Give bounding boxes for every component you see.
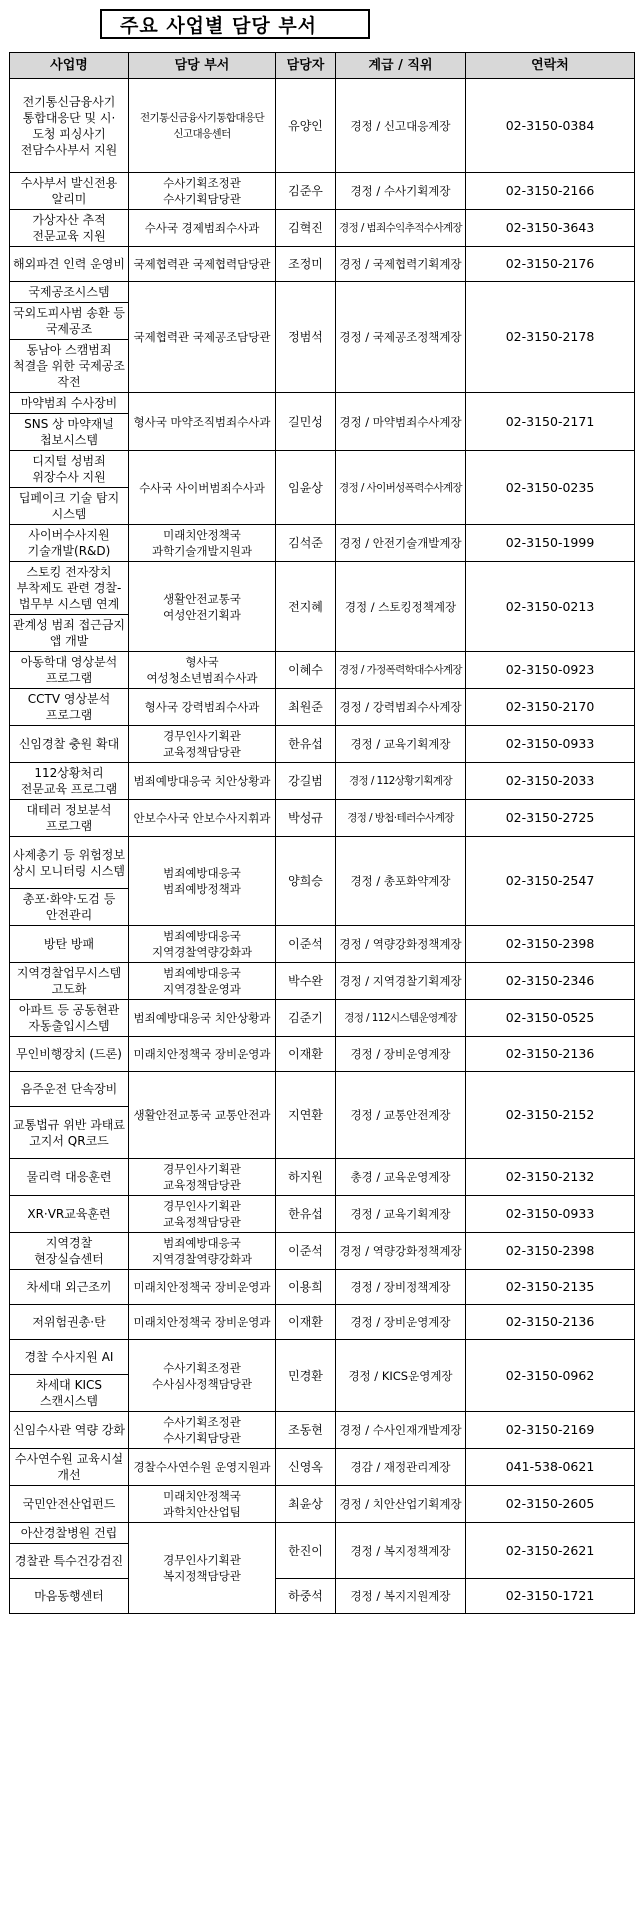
cell-business: 음주운전 단속장비 bbox=[10, 1072, 129, 1107]
cell-phone: 02-3150-2725 bbox=[466, 800, 635, 837]
cell-person: 한진이 bbox=[276, 1523, 336, 1579]
cell-department: 미래치안정책국 장비운영과 bbox=[129, 1037, 276, 1072]
cell-person: 하지원 bbox=[276, 1159, 336, 1196]
cell-business: 가상자산 추적 전문교육 지원 bbox=[10, 210, 129, 247]
cell-business: 차세대 외근조끼 bbox=[10, 1270, 129, 1305]
cell-rank: 경정 / KICS운영계장 bbox=[336, 1340, 466, 1412]
cell-business: 마약범죄 수사장비 bbox=[10, 393, 129, 414]
cell-rank: 경정 / 교통안전계장 bbox=[336, 1072, 466, 1159]
cell-phone: 02-3150-0213 bbox=[466, 562, 635, 652]
cell-phone: 02-3150-2033 bbox=[466, 763, 635, 800]
cell-phone: 02-3150-0923 bbox=[466, 652, 635, 689]
header-person: 담당자 bbox=[276, 53, 336, 79]
cell-business: 지역경찰업무시스템 고도화 bbox=[10, 963, 129, 1000]
cell-department: 형사국 마약조직범죄수사과 bbox=[129, 393, 276, 451]
cell-phone: 02-3150-0384 bbox=[466, 79, 635, 173]
cell-phone: 02-3150-2171 bbox=[466, 393, 635, 451]
table-row bbox=[10, 282, 635, 303]
cell-department: 미래치안정책국 장비운영과 bbox=[129, 1305, 276, 1340]
cell-business: 경찰 수사지원 AI bbox=[10, 1340, 129, 1375]
cell-business: 물리력 대응훈련 bbox=[10, 1159, 129, 1196]
table-row bbox=[10, 451, 635, 488]
table-row bbox=[10, 1000, 635, 1037]
cell-business: 112상황처리 전문교육 프로그램 bbox=[10, 763, 129, 800]
cell-person: 정범석 bbox=[276, 282, 336, 393]
cell-business: 관계성 범죄 접근금지 앱 개발 bbox=[10, 615, 129, 652]
cell-business: 국민안전산업펀드 bbox=[10, 1486, 129, 1523]
cell-person: 한유섭 bbox=[276, 1196, 336, 1233]
table-row bbox=[10, 525, 635, 562]
cell-rank: 경정 / 마약범죄수사계장 bbox=[336, 393, 466, 451]
cell-person: 조정미 bbox=[276, 247, 336, 282]
cell-business: 지역경찰 현장실습센터 bbox=[10, 1233, 129, 1270]
cell-business: 국외도피사범 송환 등 국제공조 bbox=[10, 303, 129, 340]
cell-business: 딥페이크 기술 탐지 시스템 bbox=[10, 488, 129, 525]
cell-rank: 경정 / 가정폭력학대수사계장 bbox=[336, 652, 466, 689]
cell-rank: 경감 / 재정관리계장 bbox=[336, 1449, 466, 1486]
cell-department: 미래치안정책국 과학기술개발지원과 bbox=[129, 525, 276, 562]
cell-phone: 02-3150-1721 bbox=[466, 1579, 635, 1614]
cell-rank: 경정 / 범죄수익추적수사계장 bbox=[336, 210, 466, 247]
table-row bbox=[10, 210, 635, 247]
cell-department: 형사국 강력범죄수사과 bbox=[129, 689, 276, 726]
cell-rank: 경정 / 112시스템운영계장 bbox=[336, 1000, 466, 1037]
cell-department: 미래치안정책국 과학치안산업팀 bbox=[129, 1486, 276, 1523]
cell-rank: 경정 / 신고대응계장 bbox=[336, 79, 466, 173]
cell-department: 범죄예방대응국 지역경찰역량강화과 bbox=[129, 1233, 276, 1270]
table-row bbox=[10, 652, 635, 689]
cell-rank: 경정 / 치안산업기획계장 bbox=[336, 1486, 466, 1523]
cell-phone: 02-3150-2346 bbox=[466, 963, 635, 1000]
cell-business: 경찰관 특수건강검진 bbox=[10, 1544, 129, 1579]
cell-business: 마음동행센터 bbox=[10, 1579, 129, 1614]
cell-phone: 02-3150-1999 bbox=[466, 525, 635, 562]
cell-department: 범죄예방대응국 지역경찰역량강화과 bbox=[129, 926, 276, 963]
header-phone: 연락처 bbox=[466, 53, 635, 79]
cell-department: 국제협력관 국제협력담당관 bbox=[129, 247, 276, 282]
cell-business: 신임경찰 충원 확대 bbox=[10, 726, 129, 763]
cell-person: 김석준 bbox=[276, 525, 336, 562]
cell-business: XR·VR교육훈련 bbox=[10, 1196, 129, 1233]
cell-rank: 경정 / 스토킹정책계장 bbox=[336, 562, 466, 652]
table-row bbox=[10, 1196, 635, 1233]
cell-business: 교통법규 위반 과태료 고지서 QR코드 bbox=[10, 1107, 129, 1159]
cell-department: 경무인사기획관 교육정책담당관 bbox=[129, 726, 276, 763]
table-row bbox=[10, 1072, 635, 1107]
cell-phone: 02-3150-0235 bbox=[466, 451, 635, 525]
cell-person: 강길범 bbox=[276, 763, 336, 800]
cell-department: 형사국 여성청소년범죄수사과 bbox=[129, 652, 276, 689]
cell-person: 이재환 bbox=[276, 1037, 336, 1072]
table-row bbox=[10, 1579, 635, 1614]
cell-person: 이혜수 bbox=[276, 652, 336, 689]
cell-person: 하중석 bbox=[276, 1579, 336, 1614]
cell-rank: 경정 / 수사인재개발계장 bbox=[336, 1412, 466, 1449]
table-row bbox=[10, 173, 635, 210]
cell-business: 스토킹 전자장치 부착제도 관련 경찰-법무부 시스템 연계 bbox=[10, 562, 129, 615]
cell-rank: 경정 / 수사기획계장 bbox=[336, 173, 466, 210]
cell-person: 최윤상 bbox=[276, 1486, 336, 1523]
cell-department: 경무인사기획관 교육정책담당관 bbox=[129, 1196, 276, 1233]
cell-person: 조동현 bbox=[276, 1412, 336, 1449]
cell-department: 수사국 경제범죄수사과 bbox=[129, 210, 276, 247]
table-row bbox=[10, 247, 635, 282]
cell-phone: 02-3150-0933 bbox=[466, 726, 635, 763]
cell-phone: 02-3150-2132 bbox=[466, 1159, 635, 1196]
cell-person: 이용희 bbox=[276, 1270, 336, 1305]
cell-department: 안보수사국 안보수사지휘과 bbox=[129, 800, 276, 837]
cell-department: 수사기획조정관 수사심사정책담당관 bbox=[129, 1340, 276, 1412]
cell-person: 한유섭 bbox=[276, 726, 336, 763]
cell-rank: 경정 / 안전기술개발계장 bbox=[336, 525, 466, 562]
header-department: 담당 부서 bbox=[129, 53, 276, 79]
cell-business: 무인비행장치 (드론) bbox=[10, 1037, 129, 1072]
cell-phone: 02-3150-2605 bbox=[466, 1486, 635, 1523]
cell-business: 동남아 스캠범죄 척결을 위한 국제공조 작전 bbox=[10, 340, 129, 393]
cell-phone: 02-3150-2170 bbox=[466, 689, 635, 726]
cell-department: 범죄예방대응국 지역경찰운영과 bbox=[129, 963, 276, 1000]
cell-rank: 경정 / 장비운영계장 bbox=[336, 1037, 466, 1072]
cell-phone: 02-3150-2398 bbox=[466, 1233, 635, 1270]
cell-rank: 경정 / 역량강화정책계장 bbox=[336, 1233, 466, 1270]
cell-business: 아동학대 영상분석 프로그램 bbox=[10, 652, 129, 689]
cell-rank: 경정 / 지역경찰기획계장 bbox=[336, 963, 466, 1000]
cell-rank: 경정 / 사이버성폭력수사계장 bbox=[336, 451, 466, 525]
cell-business: 수사연수원 교육시설 개선 bbox=[10, 1449, 129, 1486]
cell-rank: 경정 / 강력범죄수사계장 bbox=[336, 689, 466, 726]
cell-department: 국제협력관 국제공조담당관 bbox=[129, 282, 276, 393]
table-row bbox=[10, 393, 635, 414]
cell-business: 저위험권총·탄 bbox=[10, 1305, 129, 1340]
table-row bbox=[10, 1305, 635, 1340]
cell-rank: 경정 / 교육기획계장 bbox=[336, 1196, 466, 1233]
cell-business: 대테러 정보분석 프로그램 bbox=[10, 800, 129, 837]
cell-business: 총포·화약·도검 등 안전관리 bbox=[10, 889, 129, 926]
cell-person: 이준석 bbox=[276, 1233, 336, 1270]
cell-phone: 02-3150-2152 bbox=[466, 1072, 635, 1159]
cell-department: 수사국 사이버범죄수사과 bbox=[129, 451, 276, 525]
cell-person: 김혁진 bbox=[276, 210, 336, 247]
cell-business: 사제총기 등 위험정보 상시 모니터링 시스템 bbox=[10, 837, 129, 889]
table-row bbox=[10, 1486, 635, 1523]
cell-business: 해외파견 인력 운영비 bbox=[10, 247, 129, 282]
cell-rank: 경정 / 방첩·테러수사계장 bbox=[336, 800, 466, 837]
cell-person: 신영옥 bbox=[276, 1449, 336, 1486]
table-row bbox=[10, 837, 635, 889]
cell-person: 전지혜 bbox=[276, 562, 336, 652]
cell-business: 사이버수사지원 기술개발(R&D) bbox=[10, 525, 129, 562]
cell-phone: 02-3150-2176 bbox=[466, 247, 635, 282]
cell-phone: 02-3150-2621 bbox=[466, 1523, 635, 1579]
cell-rank: 경정 / 교육기획계장 bbox=[336, 726, 466, 763]
cell-person: 지연환 bbox=[276, 1072, 336, 1159]
cell-person: 박수완 bbox=[276, 963, 336, 1000]
header-rank: 계급 / 직위 bbox=[336, 53, 466, 79]
table-row bbox=[10, 79, 635, 173]
table-row bbox=[10, 1523, 635, 1544]
cell-business: 전기통신금융사기 통합대응단 및 시·도청 피싱사기 전담수사부서 지원 bbox=[10, 79, 129, 173]
cell-rank: 경정 / 112상황기획계장 bbox=[336, 763, 466, 800]
cell-rank: 경정 / 장비운영계장 bbox=[336, 1305, 466, 1340]
cell-phone: 02-3150-0962 bbox=[466, 1340, 635, 1412]
cell-phone: 041-538-0621 bbox=[466, 1449, 635, 1486]
table-row bbox=[10, 1037, 635, 1072]
cell-phone: 02-3150-2178 bbox=[466, 282, 635, 393]
cell-person: 김준기 bbox=[276, 1000, 336, 1037]
table-row bbox=[10, 1449, 635, 1486]
cell-phone: 02-3150-3643 bbox=[466, 210, 635, 247]
cell-rank: 경정 / 역량강화정책계장 bbox=[336, 926, 466, 963]
cell-business: 차세대 KICS 스캔시스템 bbox=[10, 1375, 129, 1412]
table-body bbox=[10, 79, 635, 1614]
cell-person: 김준우 bbox=[276, 173, 336, 210]
table-row bbox=[10, 689, 635, 726]
department-table bbox=[9, 52, 635, 1614]
cell-department: 전기통신금융사기통합대응단 신고대응센터 bbox=[129, 79, 276, 173]
cell-phone: 02-3150-0933 bbox=[466, 1196, 635, 1233]
cell-rank: 경정 / 총포화약계장 bbox=[336, 837, 466, 926]
table-row bbox=[10, 726, 635, 763]
cell-phone: 02-3150-0525 bbox=[466, 1000, 635, 1037]
cell-phone: 02-3150-2166 bbox=[466, 173, 635, 210]
cell-department: 범죄예방대응국 범죄예방정책과 bbox=[129, 837, 276, 926]
cell-department: 생활안전교통국 여성안전기획과 bbox=[129, 562, 276, 652]
cell-department: 경찰수사연수원 운영지원과 bbox=[129, 1449, 276, 1486]
table-header-row bbox=[10, 53, 635, 79]
cell-business: SNS 상 마약재널 첩보시스템 bbox=[10, 414, 129, 451]
table-row bbox=[10, 1159, 635, 1196]
cell-person: 양희승 bbox=[276, 837, 336, 926]
cell-phone: 02-3150-2547 bbox=[466, 837, 635, 926]
cell-business: 디지털 성범죄 위장수사 지원 bbox=[10, 451, 129, 488]
cell-business: CCTV 영상분석 프로그램 bbox=[10, 689, 129, 726]
table-row bbox=[10, 562, 635, 615]
cell-rank: 경정 / 장비정책계장 bbox=[336, 1270, 466, 1305]
cell-department: 수사기획조정관 수사기획담당관 bbox=[129, 1412, 276, 1449]
table-row bbox=[10, 1340, 635, 1375]
cell-rank: 경정 / 복지지원계장 bbox=[336, 1579, 466, 1614]
table-row bbox=[10, 1270, 635, 1305]
table-row bbox=[10, 963, 635, 1000]
cell-business: 신임수사관 역량 강화 bbox=[10, 1412, 129, 1449]
cell-department: 수사기획조정관 수사기획담당관 bbox=[129, 173, 276, 210]
cell-business: 아산경찰병원 건립 bbox=[10, 1523, 129, 1544]
cell-business: 수사부서 발신전용 알리미 bbox=[10, 173, 129, 210]
cell-department: 경무인사기획관 교육정책담당관 bbox=[129, 1159, 276, 1196]
cell-person: 이재환 bbox=[276, 1305, 336, 1340]
cell-business: 방탄 방패 bbox=[10, 926, 129, 963]
cell-phone: 02-3150-2135 bbox=[466, 1270, 635, 1305]
table-row bbox=[10, 763, 635, 800]
table-row bbox=[10, 926, 635, 963]
cell-business: 아파트 등 공동현관 자동출입시스템 bbox=[10, 1000, 129, 1037]
cell-rank: 경정 / 국제협력기획계장 bbox=[336, 247, 466, 282]
cell-department: 범죄예방대응국 치안상황과 bbox=[129, 1000, 276, 1037]
page-title: 주요 사업별 담당 부서 bbox=[100, 9, 370, 39]
cell-phone: 02-3150-2136 bbox=[466, 1305, 635, 1340]
cell-department: 미래치안정책국 장비운영과 bbox=[129, 1270, 276, 1305]
table-row bbox=[10, 800, 635, 837]
cell-rank: 총경 / 교육운영계장 bbox=[336, 1159, 466, 1196]
header-business: 사업명 bbox=[10, 53, 129, 79]
cell-department: 생활안전교통국 교통안전과 bbox=[129, 1072, 276, 1159]
table-row bbox=[10, 1233, 635, 1270]
cell-person: 유양인 bbox=[276, 79, 336, 173]
cell-phone: 02-3150-2169 bbox=[466, 1412, 635, 1449]
cell-person: 민경환 bbox=[276, 1340, 336, 1412]
cell-person: 최원준 bbox=[276, 689, 336, 726]
cell-rank: 경정 / 국제공조정책계장 bbox=[336, 282, 466, 393]
cell-business: 국제공조시스템 bbox=[10, 282, 129, 303]
table-row bbox=[10, 1412, 635, 1449]
cell-phone: 02-3150-2136 bbox=[466, 1037, 635, 1072]
cell-person: 임윤상 bbox=[276, 451, 336, 525]
cell-department: 경무인사기획관 복지정책담당관 bbox=[129, 1523, 276, 1614]
cell-person: 길민성 bbox=[276, 393, 336, 451]
cell-person: 이준석 bbox=[276, 926, 336, 963]
cell-person: 박성규 bbox=[276, 800, 336, 837]
cell-rank: 경정 / 복지정책계장 bbox=[336, 1523, 466, 1579]
cell-department: 범죄예방대응국 치안상황과 bbox=[129, 763, 276, 800]
cell-phone: 02-3150-2398 bbox=[466, 926, 635, 963]
